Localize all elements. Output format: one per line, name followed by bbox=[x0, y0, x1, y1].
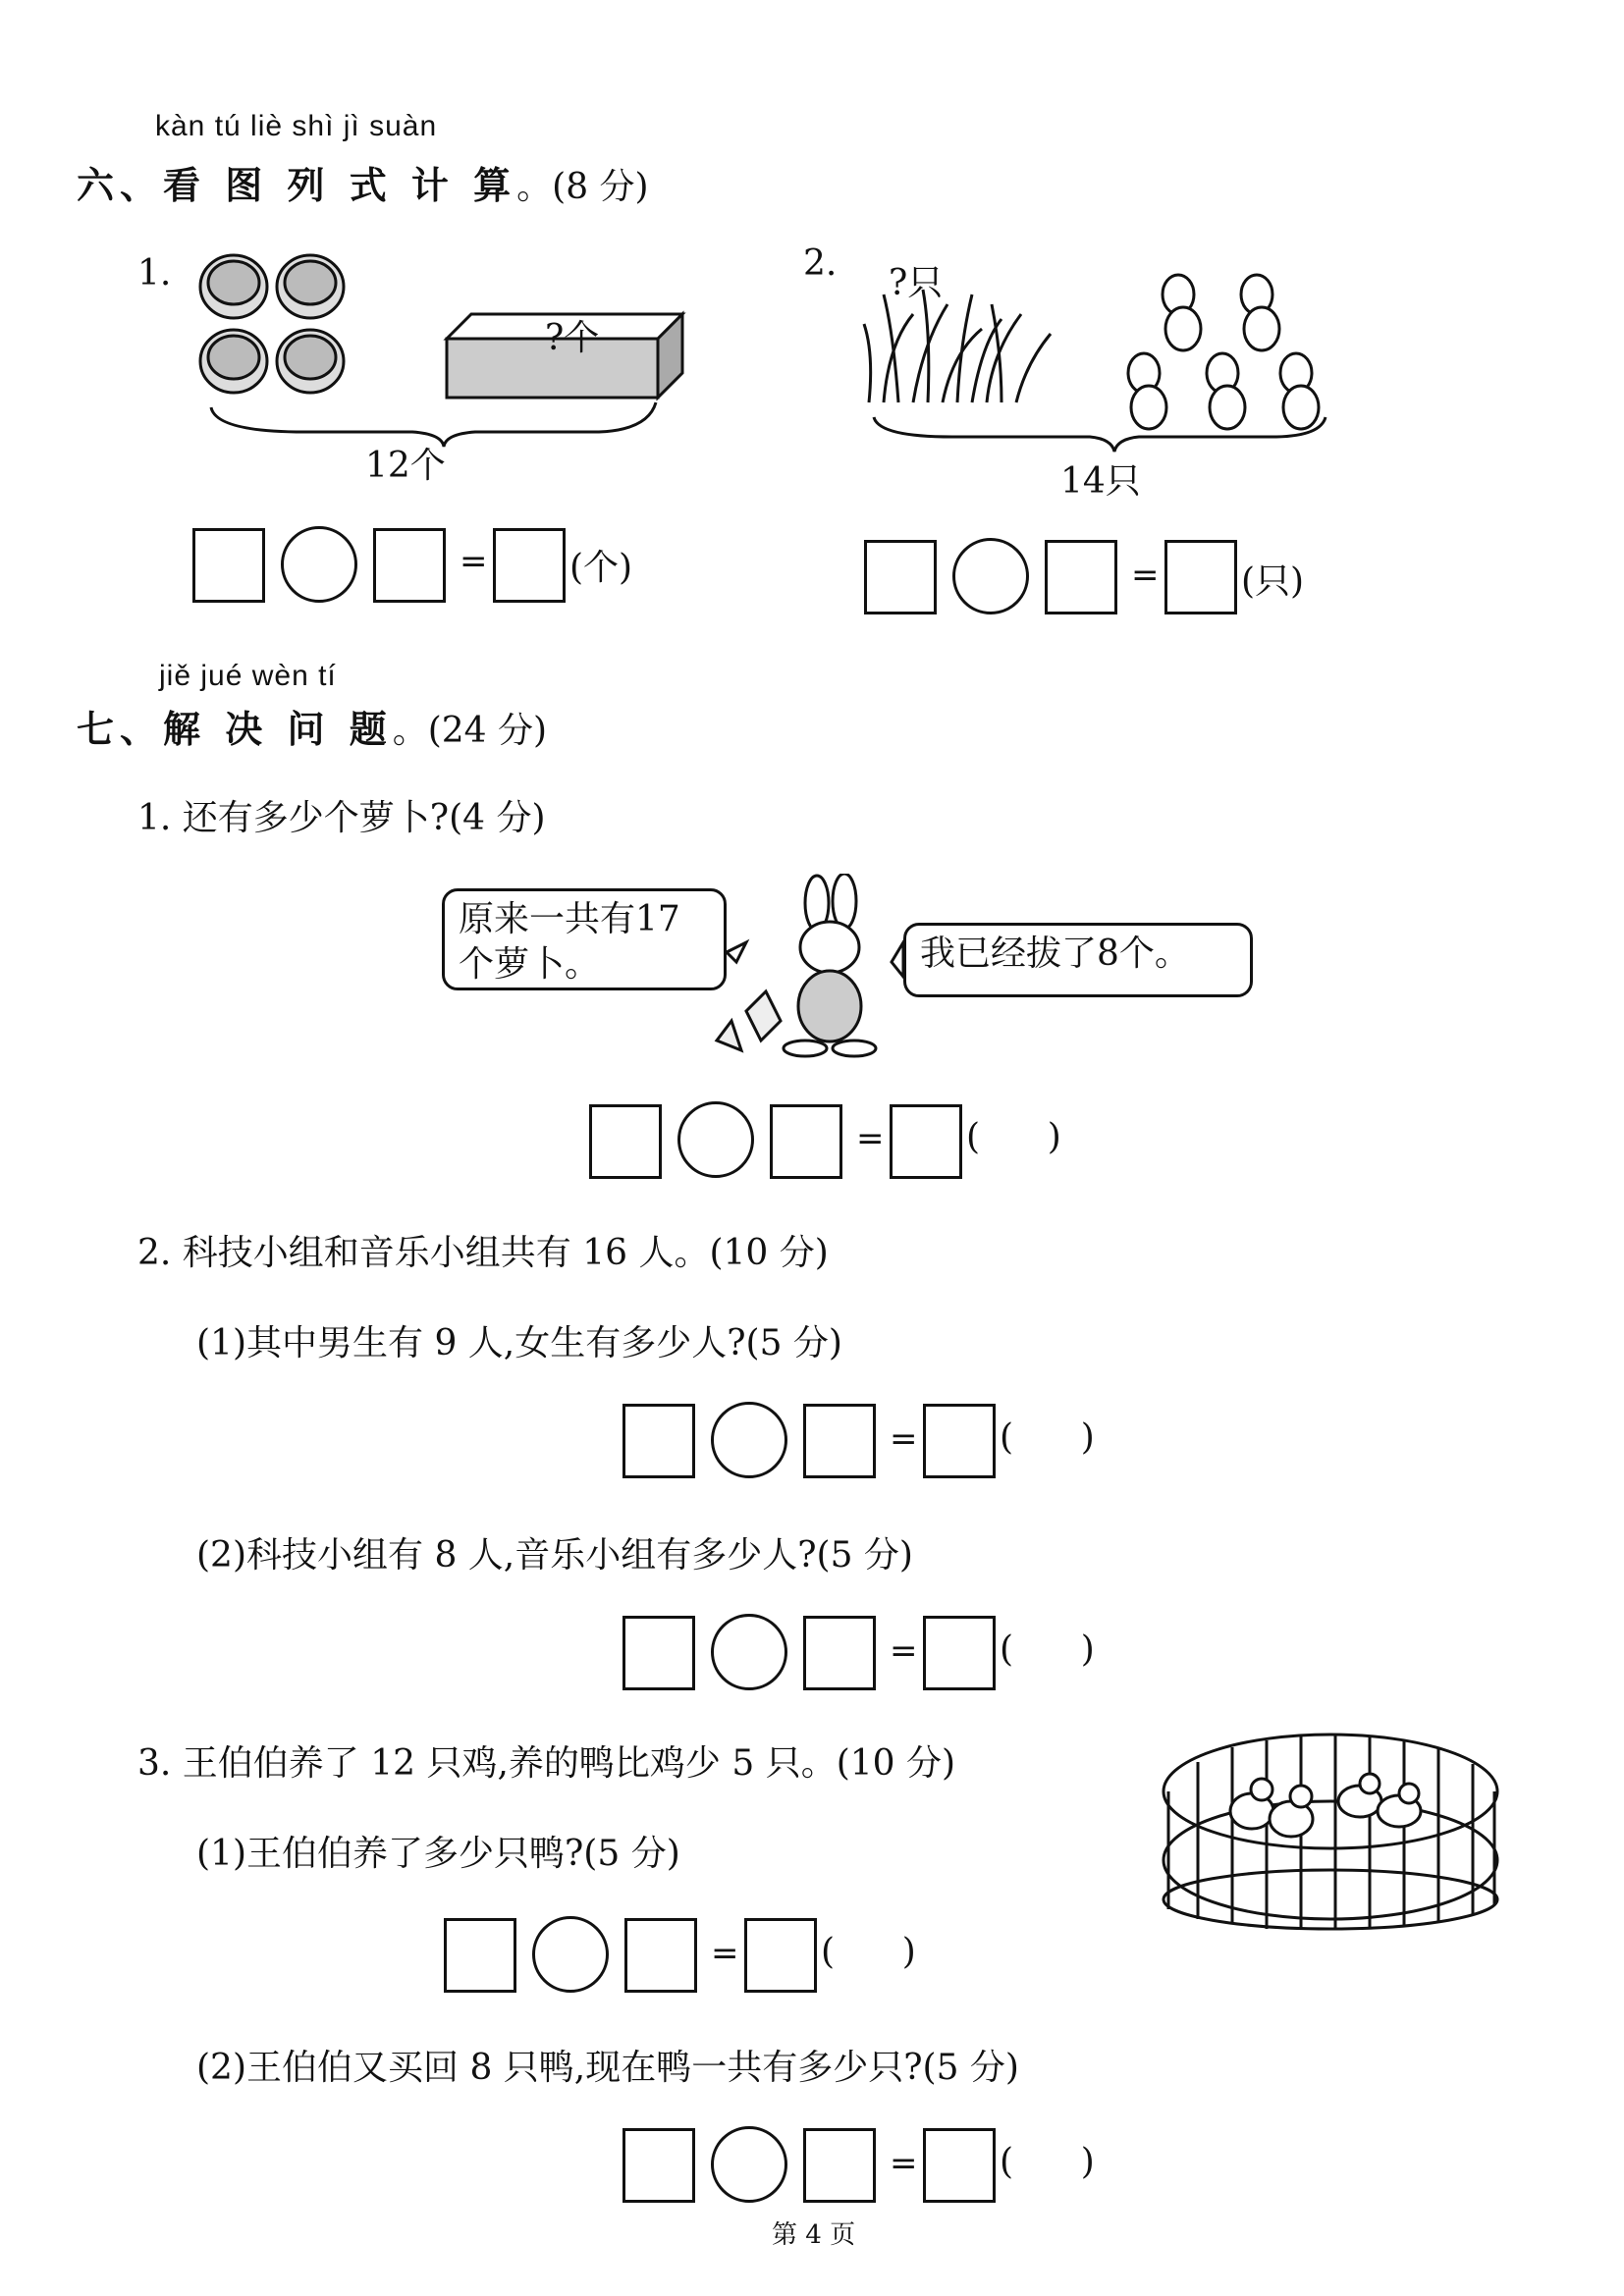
problem2-number: 2. bbox=[803, 243, 838, 284]
section7-pinyin: jiě jué wèn tí bbox=[159, 660, 337, 692]
problem1-number: 1. bbox=[137, 253, 172, 294]
bubble-tail bbox=[727, 942, 746, 962]
equals-sign: = bbox=[1131, 556, 1160, 595]
rabbit-icon bbox=[1128, 275, 1319, 429]
operator-circle[interactable] bbox=[711, 1614, 787, 1690]
section6-pinyin: kàn tú liè shì jì suàn bbox=[155, 110, 438, 142]
rabbit-carrot-figure bbox=[707, 874, 933, 1060]
answer-box[interactable] bbox=[890, 1104, 962, 1179]
section6-score: 。(8 分) bbox=[516, 167, 649, 207]
problem1-total: 12个 bbox=[365, 446, 446, 486]
brace-line bbox=[874, 417, 1326, 452]
equals-sign: = bbox=[711, 1934, 739, 1973]
speech-bubble-right bbox=[903, 923, 1253, 997]
operator-circle[interactable] bbox=[711, 1402, 787, 1478]
equals-sign: = bbox=[890, 1419, 918, 1459]
operator-circle[interactable] bbox=[952, 538, 1029, 614]
equals-sign: = bbox=[460, 542, 488, 581]
operator-circle[interactable] bbox=[711, 2126, 787, 2203]
hidden-count-label: ?只 bbox=[889, 263, 944, 303]
fence-poultry-figure bbox=[1149, 1713, 1512, 1939]
answer-box[interactable] bbox=[770, 1104, 842, 1179]
answer-box[interactable] bbox=[373, 528, 446, 603]
q3-sub1: (1)王伯伯养了多少只鸭?(5 分) bbox=[196, 1834, 680, 1874]
problem2-total: 14只 bbox=[1060, 461, 1141, 502]
bubble-left-line2: 个萝卜。 bbox=[459, 944, 601, 985]
q2-sub2: (2)科技小组有 8 人,音乐小组有多少人?(5 分) bbox=[196, 1535, 913, 1575]
box-label: ?个 bbox=[545, 318, 600, 358]
bubble-left-line1: 原来一共有17 bbox=[459, 899, 680, 939]
equals-sign: = bbox=[890, 1631, 918, 1671]
speech-bubble-left bbox=[442, 888, 727, 990]
answer-box[interactable] bbox=[923, 2128, 996, 2203]
section7-score: 。(24 分) bbox=[392, 711, 548, 751]
unit-blank[interactable]: ( ) bbox=[1000, 1629, 1095, 1670]
equals-sign: = bbox=[856, 1119, 885, 1158]
unit-blank[interactable]: ( ) bbox=[821, 1932, 916, 1972]
answer-box[interactable] bbox=[624, 1918, 697, 1993]
answer-box[interactable] bbox=[803, 2128, 876, 2203]
section7-heading bbox=[77, 699, 547, 753]
answer-box[interactable] bbox=[623, 1616, 695, 1690]
unit-blank[interactable]: ( ) bbox=[1000, 2142, 1095, 2182]
carrot-icon bbox=[717, 1021, 741, 1050]
page-number: 第 4 页 bbox=[772, 2220, 856, 2250]
operator-circle[interactable] bbox=[677, 1101, 754, 1178]
grass-icon bbox=[864, 290, 1051, 402]
answer-box[interactable] bbox=[1164, 540, 1237, 614]
q3-text: 3. 王伯伯养了 12 只鸡,养的鸭比鸡少 5 只。(10 分) bbox=[137, 1743, 956, 1784]
equals-sign: = bbox=[890, 2144, 918, 2183]
section7-title: 七、解 决 问 题 bbox=[77, 708, 393, 751]
mooncake-icon bbox=[200, 255, 344, 393]
operator-circle[interactable] bbox=[281, 526, 357, 603]
answer-box[interactable] bbox=[864, 540, 937, 614]
unit-label: (个) bbox=[569, 548, 633, 588]
answer-box[interactable] bbox=[493, 528, 566, 603]
q2-text: 2. 科技小组和音乐小组共有 16 人。(10 分) bbox=[137, 1233, 829, 1273]
unit-blank[interactable]: ( ) bbox=[966, 1117, 1061, 1157]
answer-box[interactable] bbox=[623, 2128, 695, 2203]
unit-label: (只) bbox=[1241, 561, 1305, 602]
answer-box[interactable] bbox=[923, 1616, 996, 1690]
q2-sub1: (1)其中男生有 9 人,女生有多少人?(5 分) bbox=[196, 1323, 842, 1363]
q3-sub2: (2)王伯伯又买回 8 只鸭,现在鸭一共有多少只?(5 分) bbox=[196, 2048, 1019, 2088]
answer-box[interactable] bbox=[192, 528, 265, 603]
carrot-icon bbox=[746, 991, 781, 1041]
duck-icon bbox=[1338, 1774, 1421, 1827]
answer-box[interactable] bbox=[803, 1616, 876, 1690]
unit-blank[interactable]: ( ) bbox=[1000, 1417, 1095, 1458]
operator-circle[interactable] bbox=[532, 1916, 609, 1993]
chicken-icon bbox=[1230, 1779, 1313, 1837]
problem2-figure bbox=[854, 236, 1345, 461]
bubble-right-text: 我已经拔了8个。 bbox=[920, 934, 1190, 974]
section6-heading bbox=[77, 155, 649, 209]
answer-box[interactable] bbox=[444, 1918, 516, 1993]
answer-box[interactable] bbox=[744, 1918, 817, 1993]
q1-text: 1. 还有多少个萝卜?(4 分) bbox=[137, 798, 546, 838]
section6-title: 六、看 图 列 式 计 算 bbox=[77, 164, 517, 207]
answer-box[interactable] bbox=[923, 1404, 996, 1478]
answer-box[interactable] bbox=[803, 1404, 876, 1478]
answer-box[interactable] bbox=[623, 1404, 695, 1478]
answer-box[interactable] bbox=[1045, 540, 1117, 614]
answer-box[interactable] bbox=[589, 1104, 662, 1179]
